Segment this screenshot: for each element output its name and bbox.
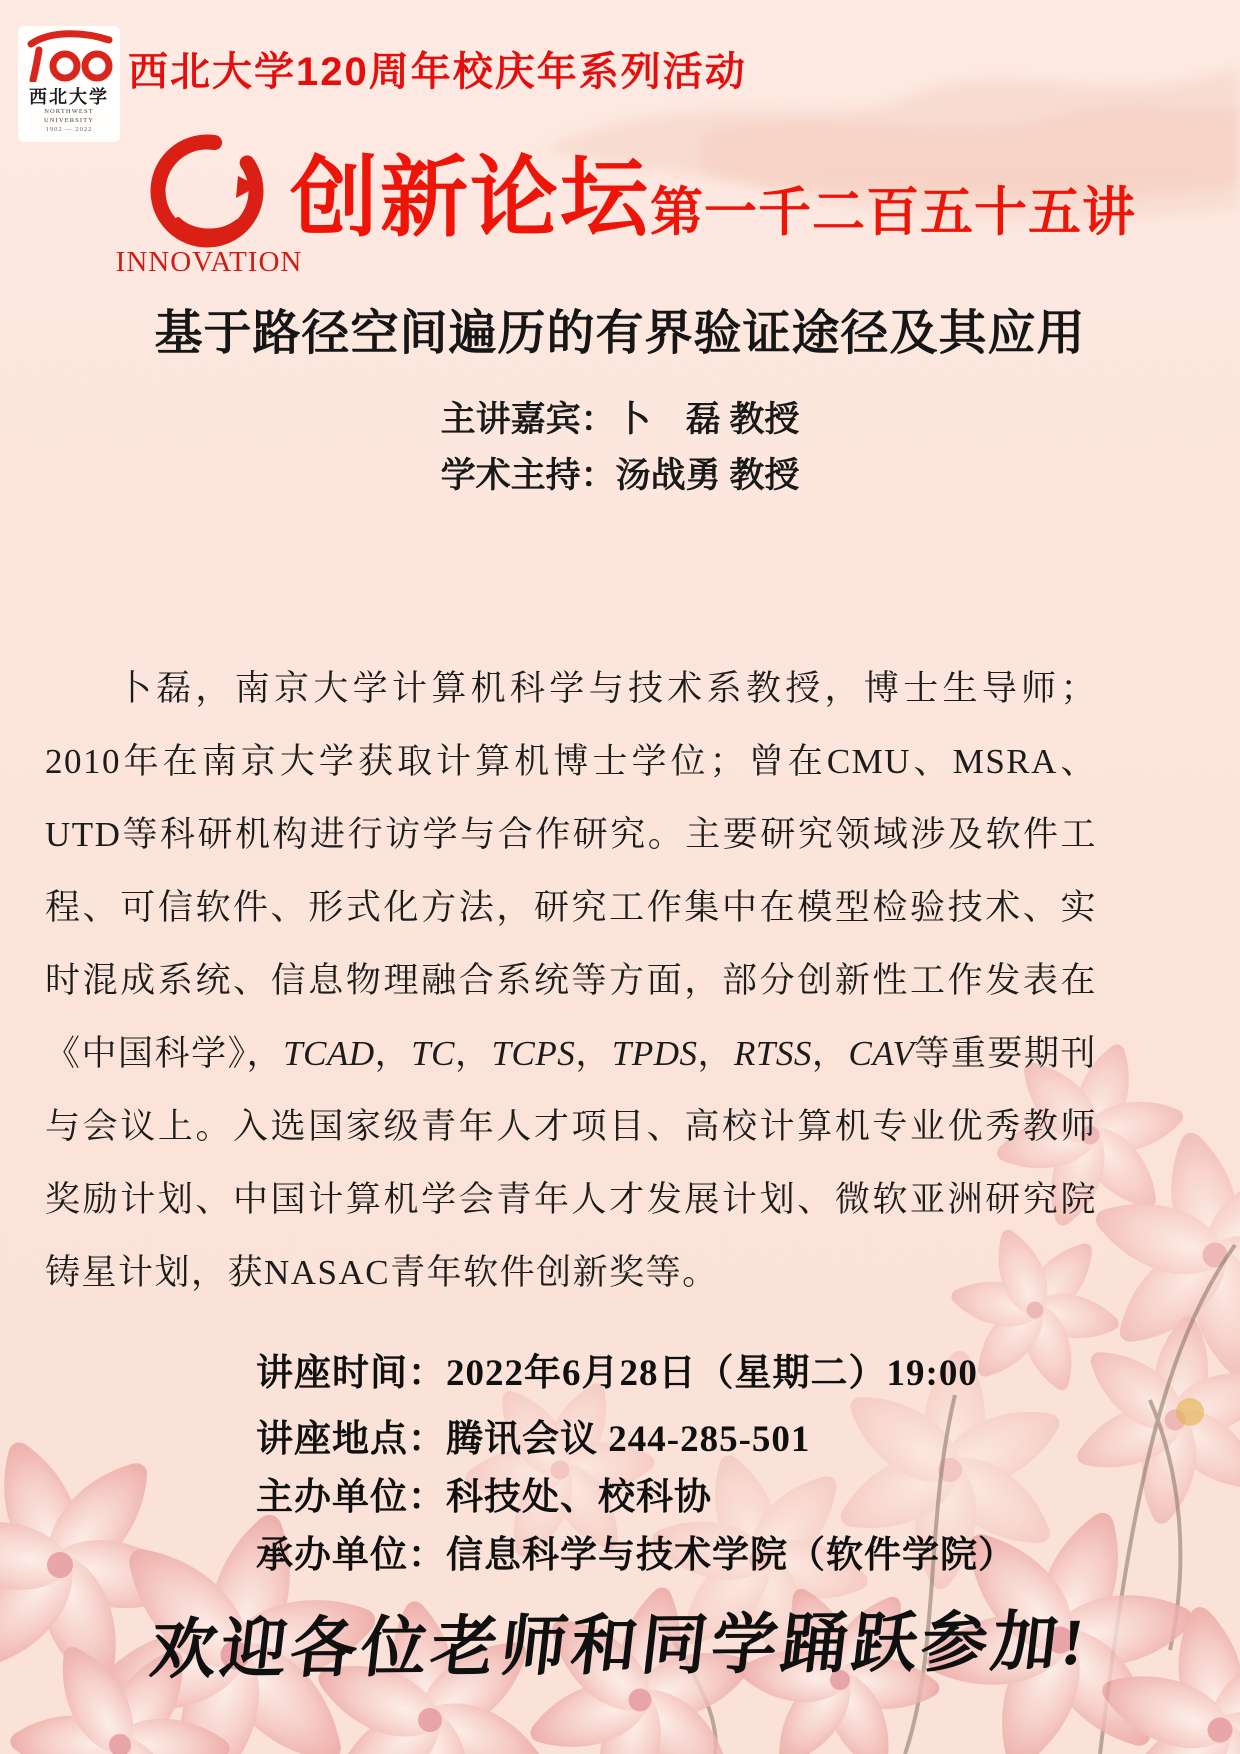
speaker-line — [0, 392, 1240, 442]
detail-row-time — [256, 1342, 978, 1396]
speaker-bio-paragraph: 卜磊，南京大学计算机科学与技术系教授，博士生导师；2010年在南京大学获取计算机博士学位；曾在CMU、MSRA、UTD等科研机构进行访学与合作研究。主要研究领域涉及软件工程、可信软件、形式化方法，研究工作集中在模型检验技术、实时混成系统、信息物理融合系统等方面，部分创新性工作发表在《中国科学》，TCAD，TC，TCPS，TPDS，RTSS，CAV等重要期刊与会议上。入选国家级青年人才项目、高校计算机专业优秀教师奖励计划、中国计算机学会青年人才发展计划、微软亚洲研究院铸星计划，获NASAC青年软件创新奖等。 — [45, 669, 1097, 1292]
nwu-logo-cn-name: 西北大学 — [29, 87, 109, 107]
detail-row-place — [256, 1408, 810, 1462]
host-name: 汤战勇 教授 — [615, 456, 800, 495]
forum-title: 创新论坛 — [290, 148, 651, 247]
detail-time-label: 讲座时间： — [256, 1353, 446, 1394]
session-number: 第一千二百五十五讲 — [650, 183, 1136, 242]
speaker-label: 主讲嘉宾： — [440, 400, 616, 439]
detail-time-value: 2022年6月28日（星期二）19:00 — [446, 1353, 978, 1394]
host-label: 学术主持： — [440, 456, 616, 495]
innovation-logo-icon — [140, 124, 274, 258]
detail-place-label: 讲座地点： — [256, 1419, 446, 1460]
speaker-name: 卜 磊 教授 — [615, 400, 800, 439]
welcome-calligraphy: 欢迎各位老师和同学踊跃参加! — [146, 1605, 1092, 1688]
lecture-title: 基于路径空间遍历的有界验证途径及其应用 — [154, 307, 1086, 360]
detail-row-undertaker — [256, 1524, 1016, 1578]
nwu-logo-en-name: NORTHWEST UNIVERSITY — [44, 108, 94, 124]
detail-row-organizer — [256, 1466, 712, 1520]
host-line — [0, 448, 1240, 498]
series-title: 西北大学120周年校庆年系列活动 — [128, 50, 747, 94]
detail-organizer-label: 主办单位： — [256, 1477, 446, 1518]
nwu-anniversary-logo — [18, 26, 120, 142]
detail-undertaker-label: 承办单位： — [256, 1535, 446, 1576]
nwu-120-numeral-icon — [23, 30, 115, 82]
innovation-wordmark: INNOVATION — [115, 246, 303, 278]
nwu-logo-years: 1902 — 2022 — [45, 126, 93, 133]
detail-organizer-value: 科技处、校科协 — [446, 1477, 712, 1518]
detail-undertaker-value: 信息科学与技术学院（软件学院） — [446, 1535, 1016, 1576]
detail-place-value: 腾讯会议 244-285-501 — [446, 1419, 811, 1460]
